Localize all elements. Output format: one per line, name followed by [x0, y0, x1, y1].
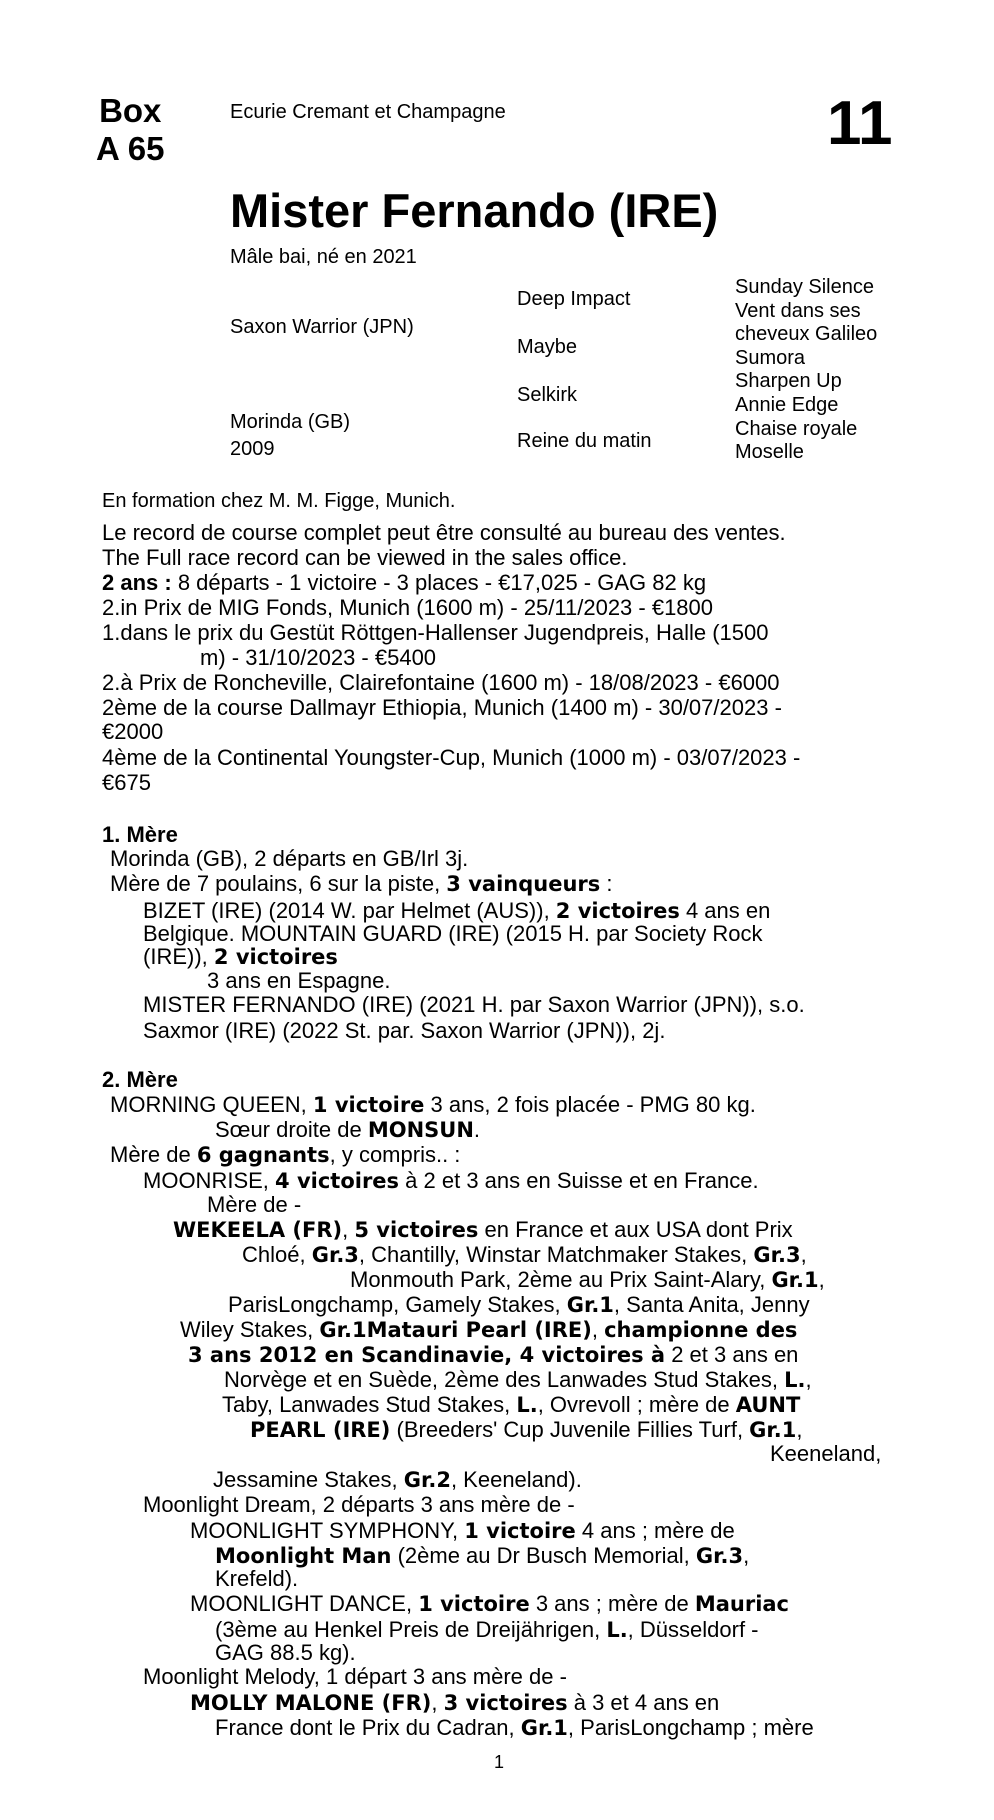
second-dam-line-2: Sœur droite de MONSUN. [215, 1117, 481, 1142]
first-dam-line-4: Belgique. MOUNTAIN GUARD (IRE) (2015 H. par Society Rock [143, 921, 763, 946]
second-dam-line-9: ParisLongchamp, Gamely Stakes, Gr.1, Santa Anita, Jenny [228, 1292, 810, 1317]
second-dam-line-22: (3ème au Henkel Preis de Dreijährigen, L., Düsseldorf - [215, 1617, 759, 1642]
second-dam-line-16: Jessamine Stakes, Gr.2, Keeneland). [213, 1467, 582, 1492]
second-dam-line-25: MOLLY MALONE (FR), 3 victoires à 3 et 4 ans en [190, 1690, 720, 1715]
record-race-4a: 2ème de la course Dallmayr Ethiopia, Munich (1400 m) - 30/07/2023 - [102, 695, 782, 720]
pedigree-g3-5: Sharpen Up [735, 370, 842, 393]
page-number: 1 [494, 1752, 505, 1772]
second-dam-line-12: Norvège et en Suède, 2ème des Lanwades Stud Stakes, L., [224, 1367, 812, 1392]
second-dam-line-8: Monmouth Park, 2ème au Prix Saint-Alary, Gr.1, [350, 1267, 825, 1292]
consignor-name: Ecurie Cremant et Champagne [230, 101, 506, 123]
first-dam-line-6: 3 ans en Espagne. [207, 968, 391, 993]
pedigree-g3-3: cheveux Galileo [735, 323, 878, 346]
pedigree-dam: Morinda (GB) [230, 411, 351, 433]
pedigree-g2-1: Deep Impact [517, 288, 631, 310]
record-note-fr: Le record de course complet peut être consulté au bureau des ventes. [102, 520, 786, 545]
second-dam-line-3: Mère de 6 gagnants, y compris.. : [110, 1142, 461, 1167]
pedigree-g3-4: Sumora [735, 346, 806, 369]
second-dam-line-5: Mère de - [207, 1192, 302, 1217]
box-label [96, 92, 164, 168]
pedigree-dam-year: 2009 [230, 438, 275, 460]
pedigree-g3-1: Sunday Silence [735, 276, 874, 298]
second-dam-line-13: Taby, Lanwades Stud Stakes, L., Ovrevoll ; mère de AUNT [222, 1392, 801, 1417]
first-dam-heading: 1. Mère [102, 822, 178, 847]
first-dam-line-7: MISTER FERNANDO (IRE) (2021 H. par Saxon Warrior (JPN)), s.o. [143, 992, 805, 1017]
second-dam-line-26: France dont le Prix du Cadran, Gr.1, ParisLongchamp ; mère [215, 1715, 814, 1740]
box-label-line2: A 65 [96, 130, 165, 167]
record-race-2a: 1.dans le prix du Gestüt Röttgen-Hallenser Jugendpreis, Halle (1500 [102, 620, 769, 645]
second-dam-line-24: Moonlight Melody, 1 départ 3 ans mère de - [143, 1664, 567, 1689]
record-note-en: The Full race record can be viewed in the sales office. [102, 545, 628, 570]
pedigree-sire: Saxon Warrior (JPN) [230, 316, 414, 338]
second-dam-line-10: Wiley Stakes, Gr.1Matauri Pearl (IRE), championne des [180, 1317, 798, 1342]
box-label-line1: Box [99, 92, 162, 129]
record-summary-head: 2 ans : [102, 570, 172, 595]
second-dam-line-19: Moonlight Man (2ème au Dr Busch Memorial, Gr.3, [215, 1543, 750, 1568]
second-dam-line-17: Moonlight Dream, 2 départs 3 ans mère de - [143, 1492, 575, 1517]
second-dam-line-23: GAG 88.5 kg). [215, 1640, 356, 1665]
first-dam-line-5: (IRE)), 2 victoires [143, 944, 338, 969]
record-race-1: 2.in Prix de MIG Fonds, Munich (1600 m) - 25/11/2023 - €1800 [102, 595, 714, 620]
record-race-3: 2.à Prix de Roncheville, Clairefontaine (1600 m) - 18/08/2023 - €6000 [102, 670, 780, 695]
second-dam-line-14: PEARL (IRE) (Breeders' Cup Juvenile Fillies Turf, Gr.1, [250, 1417, 803, 1442]
record-summary [102, 570, 706, 596]
horse-name: Mister Fernando (IRE) [230, 184, 719, 237]
pedigree-g2-2: Maybe [517, 336, 578, 358]
pedigree-g2-4: Reine du matin [517, 430, 652, 452]
record-race-5b: €675 [102, 770, 151, 795]
record-race-5a: 4ème de la Continental Youngster-Cup, Munich (1000 m) - 03/07/2023 - [102, 745, 801, 770]
lot-number: 11 [827, 89, 893, 158]
second-dam-line-21: MOONLIGHT DANCE, 1 victoire 3 ans ; mère de Mauriac [190, 1591, 790, 1616]
first-dam-line-3: BIZET (IRE) (2014 W. par Helmet (AUS)), 2 victoires 4 ans en [143, 898, 771, 923]
training-line: En formation chez M. M. Figge, Munich. [102, 490, 456, 512]
pedigree-g3 [735, 276, 877, 465]
pedigree-g3-8: Moselle [735, 441, 804, 464]
record-summary-text: 8 départs - 1 victoire - 3 places - €17,025 - GAG 82 kg [171, 570, 707, 595]
first-dam-line-8: Saxmor (IRE) (2022 St. par. Saxon Warrior (JPN)), 2j. [143, 1018, 666, 1043]
record-race-2b: m) - 31/10/2023 - €5400 [200, 645, 437, 670]
pedigree-g3-7: Chaise royale [735, 417, 858, 440]
pedigree-g2-3: Selkirk [517, 384, 578, 406]
second-dam-line-11: 3 ans 2012 en Scandinavie, 4 victoires à 2 et 3 ans en [188, 1342, 799, 1367]
second-dam-line-20: Krefeld). [215, 1566, 299, 1591]
second-dam-line-1: MORNING QUEEN, 1 victoire 3 ans, 2 fois placée - PMG 80 kg. [110, 1092, 756, 1117]
second-dam-line-18: MOONLIGHT SYMPHONY, 1 victoire 4 ans ; mère de [190, 1518, 735, 1543]
second-dam-heading: 2. Mère [102, 1067, 178, 1092]
pedigree-g3-6: Annie Edge [735, 393, 839, 416]
record-race-4b: €2000 [102, 719, 164, 744]
second-dam-line-6: WEKEELA (FR), 5 victoires en France et aux USA dont Prix [173, 1217, 793, 1242]
first-dam-line-2: Mère de 7 poulains, 6 sur la piste, 3 vainqueurs : [110, 871, 613, 896]
horse-description: Mâle bai, né en 2021 [230, 246, 417, 268]
second-dam-line-7: Chloé, Gr.3, Chantilly, Winstar Matchmaker Stakes, Gr.3, [242, 1242, 807, 1267]
second-dam-line-15: Keeneland, [770, 1441, 882, 1466]
second-dam-line-4: MOONRISE, 4 victoires à 2 et 3 ans en Suisse et en France. [143, 1168, 759, 1193]
pedigree-g3-2: Vent dans ses [735, 299, 861, 322]
first-dam-line-1: Morinda (GB), 2 départs en GB/Irl 3j. [110, 846, 469, 871]
